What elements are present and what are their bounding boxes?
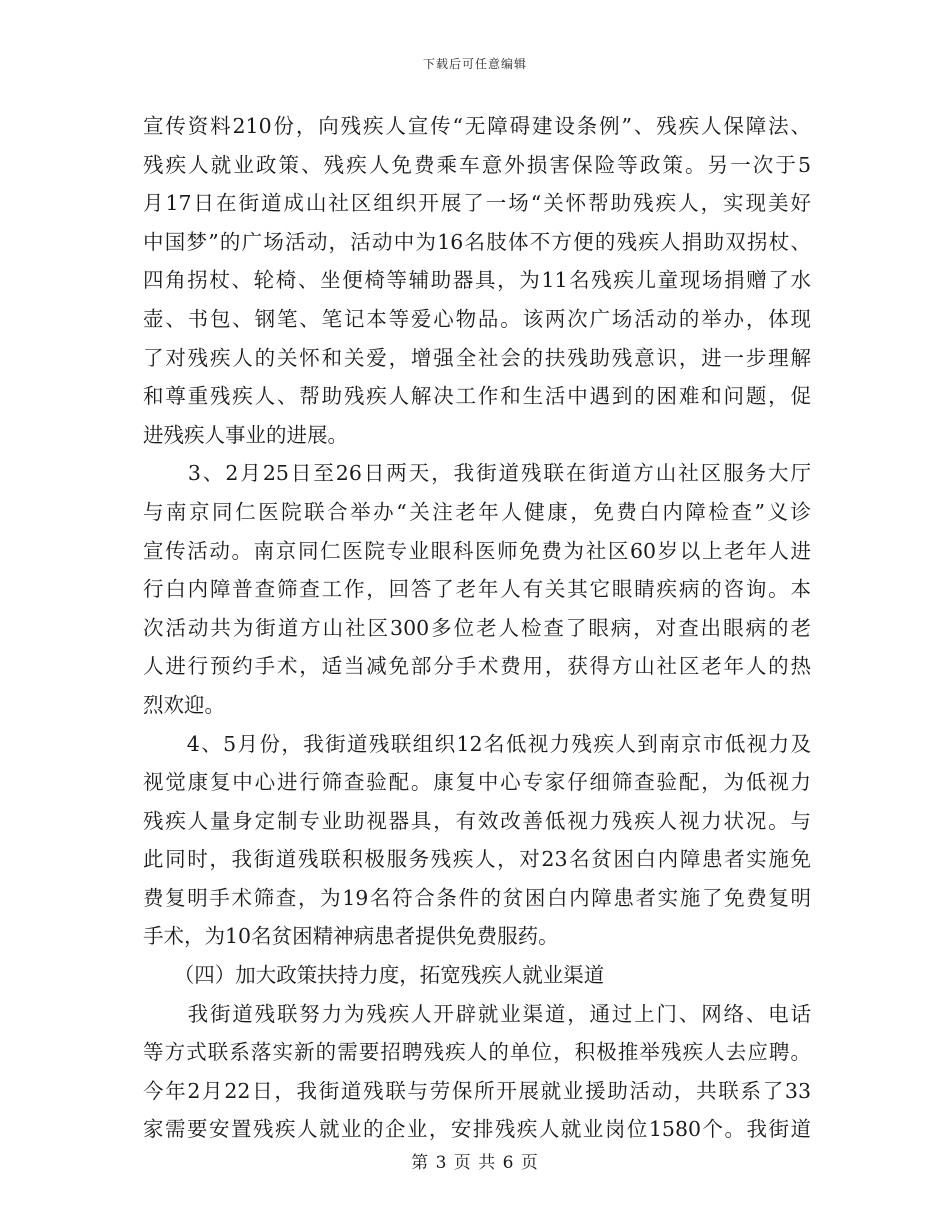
page-header: 下载后可任意编辑 bbox=[422, 57, 527, 71]
text-line: 中国梦”的广场活动，活动中为16名肢体不方便的残疾人捐助双拐杖、 bbox=[143, 229, 811, 254]
text-line: 家需要安置残疾人就业的企业，安排残疾人就业岗位1580个。我街道 bbox=[143, 1117, 811, 1142]
text-line: 行白内障普查筛查工作，回答了老年人有关其它眼睛疾病的咨询。本 bbox=[143, 577, 811, 602]
text-line: 残疾人量身定制专业助视器具，有效改善低视力残疾人视力状况。与 bbox=[143, 808, 811, 833]
text-line: 宣传资料210份，向残疾人宣传“无障碍建设条例”、残疾人保障法、 bbox=[143, 114, 811, 138]
text-line: 手术，为10名贫困精神病患者提供免费服药。 bbox=[143, 924, 559, 949]
text-line: 今年2月22日，我街道残联与劳保所开展就业援助活动，共联系了33 bbox=[143, 1078, 811, 1103]
text-line: 此同时，我街道残联积极服务残疾人，对23名贫困白内障患者实施免 bbox=[143, 847, 811, 872]
text-line: 壶、书包、钢笔、笔记本等爱心物品。该两次广场活动的举办，体现 bbox=[143, 306, 811, 331]
text-line: 我街道残联努力为残疾人开辟就业渠道，通过上门、网络、电话 bbox=[143, 1001, 811, 1026]
text-line: 3、2月25日至26日两天，我街道残联在街道方山社区服务大厅 bbox=[143, 461, 811, 486]
text-line: 费复明手术筛查，为19名符合条件的贫困白内障患者实施了免费复明 bbox=[143, 885, 811, 910]
text-line: 与南京同仁医院联合举办“关注老年人健康，免费白内障检查”义诊 bbox=[143, 499, 811, 524]
text-line: 月17日在街道成山社区组织开展了一场“关怀帮助残疾人，实现美好 bbox=[143, 191, 811, 216]
text-line: 次活动共为街道方山社区300多位老人检查了眼病，对查出眼病的老 bbox=[143, 615, 811, 640]
text-line: 人进行预约手术，适当减免部分手术费用，获得方山社区老年人的热 bbox=[143, 654, 811, 679]
text-line: 进残疾人事业的进展。 bbox=[143, 422, 348, 447]
text-line: 等方式联系落实新的需要招聘残疾人的单位，积极推举残疾人去应聘。 bbox=[143, 1040, 811, 1065]
text-line: 4、5月份，我街道残联组织12名低视力残疾人到南京市低视力及 bbox=[143, 731, 811, 756]
text-line: 宣传活动。南京同仁医院专业眼科医师免费为社区60岁以上老年人进 bbox=[143, 538, 811, 563]
page-number-footer: 第 3 页 共 6 页 bbox=[411, 1153, 539, 1173]
document-body bbox=[143, 107, 811, 1149]
text-line: 四角拐杖、轮椅、坐便椅等辅助器具，为11名残疾儿童现场捐赠了水 bbox=[143, 268, 811, 293]
text-line: 烈欢迎。 bbox=[143, 692, 225, 717]
text-line: 了对残疾人的关怀和关爱，增强全社会的扶残助残意识，进一步理解 bbox=[143, 345, 811, 370]
text-line: 视觉康复中心进行筛查验配。康复中心专家仔细筛查验配，为低视力 bbox=[143, 770, 811, 795]
text-line: 和尊重残疾人、帮助残疾人解决工作和生活中遇到的困难和问题，促 bbox=[143, 384, 811, 409]
text-line: 残疾人就业政策、残疾人免费乘车意外损害保险等政策。另一次于5 bbox=[143, 152, 811, 177]
section-heading: （四）加大政策扶持力度，拓宽残疾人就业渠道 bbox=[143, 963, 605, 988]
